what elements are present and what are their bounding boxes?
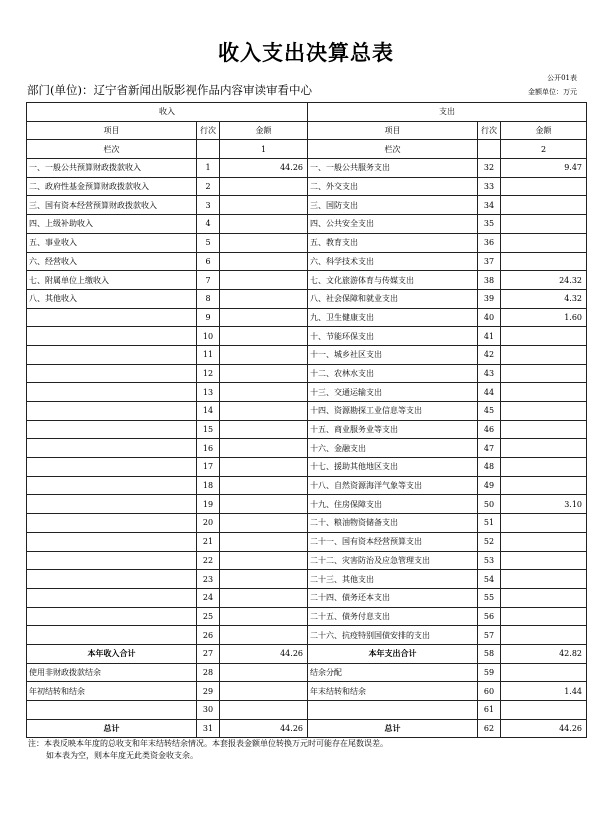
table-row — [27, 308, 587, 327]
income-amount-cell — [220, 289, 308, 308]
expense-amount-cell — [501, 233, 587, 252]
expense-rowno-cell: 51 — [478, 514, 501, 533]
expense-rowno-header: 行次 — [478, 121, 501, 140]
expense-rowno-cell: 40 — [478, 308, 501, 327]
income-item-cell: 年初结转和结余 — [27, 682, 197, 701]
expense-item-cell: 二十一、国有资本经营预算支出 — [308, 532, 478, 551]
income-item-cell — [27, 532, 197, 551]
income-rowno-cell: 2 — [197, 177, 220, 196]
table-row — [27, 364, 587, 383]
table-row — [27, 271, 587, 290]
expense-column-label: 栏次 — [308, 140, 478, 159]
table-row — [27, 682, 587, 701]
income-rowno-cell: 21 — [197, 532, 220, 551]
expense-rowno-cell: 53 — [478, 551, 501, 570]
income-amount-cell — [220, 701, 308, 720]
expense-item-cell: 二十三、其他支出 — [308, 570, 478, 589]
report-title: 收入支出决算总表 — [218, 40, 394, 65]
income-rowno-cell: 12 — [197, 364, 220, 383]
table-row — [27, 663, 587, 682]
income-item-cell — [27, 607, 197, 626]
expense-item-cell: 三、国防支出 — [308, 196, 478, 215]
income-item-cell — [27, 327, 197, 346]
income-amount-cell — [220, 514, 308, 533]
income-item-cell: 八、其他收入 — [27, 289, 197, 308]
income-amount-cell — [220, 196, 308, 215]
table-row — [27, 420, 587, 439]
expense-item-cell: 二十五、债务付息支出 — [308, 607, 478, 626]
income-item-cell: 总计 — [27, 719, 197, 738]
income-column-index: 1 — [220, 140, 308, 159]
expense-item-cell: 十五、商业服务业等支出 — [308, 420, 478, 439]
expense-rowno-cell: 55 — [478, 588, 501, 607]
income-amount-cell — [220, 420, 308, 439]
column-header-row — [27, 121, 587, 140]
table-row — [27, 551, 587, 570]
income-amount-cell — [220, 458, 308, 477]
expense-rowno-cell: 38 — [478, 271, 501, 290]
table-row — [27, 495, 587, 514]
income-rowno-cell: 24 — [197, 588, 220, 607]
income-item-cell — [27, 570, 197, 589]
income-rowno-cell: 28 — [197, 663, 220, 682]
expense-rowno-cell: 45 — [478, 402, 501, 421]
income-amount-cell — [220, 476, 308, 495]
income-item-cell — [27, 626, 197, 645]
expense-amount-cell: 24.32 — [501, 271, 587, 290]
expense-amount-cell — [501, 252, 587, 271]
expense-amount-cell — [501, 327, 587, 346]
table-row — [27, 626, 587, 645]
income-item-cell: 三、国有资本经营预算财政拨款收入 — [27, 196, 197, 215]
income-amount-cell — [220, 439, 308, 458]
income-rowno-cell: 29 — [197, 682, 220, 701]
expense-amount-cell — [501, 458, 587, 477]
expense-item-cell: 二十、粮油物资储备支出 — [308, 514, 478, 533]
table-row — [27, 476, 587, 495]
footnote-line: 注：本表反映本年度的总收支和年末结转结余情况。本套报表金额单位转换万元时可能存在尾数误差。 — [28, 739, 388, 748]
expense-rowno-cell: 57 — [478, 626, 501, 645]
table-row — [27, 233, 587, 252]
expense-rowno-cell: 49 — [478, 476, 501, 495]
expense-amount-cell — [501, 215, 587, 234]
income-item-cell — [27, 439, 197, 458]
table-row — [27, 215, 587, 234]
income-amount-cell — [220, 383, 308, 402]
expense-rowno-cell: 33 — [478, 177, 501, 196]
table-row — [27, 196, 587, 215]
footnote-line: 如本表为空，则本年度无此类资金收支余。 — [46, 751, 198, 760]
expense-item-cell: 本年支出合计 — [308, 644, 478, 663]
table-row — [27, 570, 587, 589]
table-row — [27, 588, 587, 607]
expense-amount-cell: 3.10 — [501, 495, 587, 514]
income-amount-cell — [220, 551, 308, 570]
income-amount-cell — [220, 177, 308, 196]
expense-amount-cell — [501, 383, 587, 402]
income-amount-cell — [220, 682, 308, 701]
income-amount-cell — [220, 252, 308, 271]
income-item-cell: 六、经营收入 — [27, 252, 197, 271]
income-item-cell — [27, 383, 197, 402]
expense-item-cell: 九、卫生健康支出 — [308, 308, 478, 327]
expense-amount-cell — [501, 607, 587, 626]
expense-rowno-cell: 60 — [478, 682, 501, 701]
income-amount-cell — [220, 532, 308, 551]
expense-amount-cell — [501, 476, 587, 495]
income-column-label: 栏次 — [27, 140, 197, 159]
expense-item-cell: 年末结转和结余 — [308, 682, 478, 701]
footnote — [28, 738, 388, 762]
income-item-cell — [27, 701, 197, 720]
income-rowno-cell: 1 — [197, 159, 220, 178]
income-amount-cell — [220, 364, 308, 383]
expense-amount-cell — [501, 177, 587, 196]
income-amount-cell — [220, 327, 308, 346]
expense-item-cell: 二、外交支出 — [308, 177, 478, 196]
income-item-cell — [27, 495, 197, 514]
income-amount-cell — [220, 402, 308, 421]
income-amount-cell: 44.26 — [220, 644, 308, 663]
income-rowno-cell: 5 — [197, 233, 220, 252]
expense-item-cell: 七、文化旅游体育与传媒支出 — [308, 271, 478, 290]
income-rowno-cell: 14 — [197, 402, 220, 421]
table-row — [27, 327, 587, 346]
expense-amount-cell — [501, 345, 587, 364]
expense-amount-cell: 1.60 — [501, 308, 587, 327]
expense-rowno-cell: 54 — [478, 570, 501, 589]
income-item-cell — [27, 308, 197, 327]
expense-rowno-cell: 50 — [478, 495, 501, 514]
expense-rowno-cell: 34 — [478, 196, 501, 215]
income-rowno-cell: 17 — [197, 458, 220, 477]
expense-item-cell: 十二、农林水支出 — [308, 364, 478, 383]
expense-item-cell: 二十四、债务还本支出 — [308, 588, 478, 607]
expense-amount-cell — [501, 663, 587, 682]
expense-item-cell: 六、科学技术支出 — [308, 252, 478, 271]
expense-rowno-cell: 35 — [478, 215, 501, 234]
income-rowno-cell: 25 — [197, 607, 220, 626]
table-row — [27, 383, 587, 402]
expense-amount-cell — [501, 364, 587, 383]
income-rowno-cell: 19 — [197, 495, 220, 514]
expense-amount-cell — [501, 570, 587, 589]
expense-rowno-cell: 59 — [478, 663, 501, 682]
expense-section-header: 支出 — [308, 103, 587, 122]
income-section-header: 收入 — [27, 103, 308, 122]
table-row — [27, 701, 587, 720]
income-item-cell — [27, 476, 197, 495]
table-row — [27, 607, 587, 626]
expense-rowno-cell: 47 — [478, 439, 501, 458]
income-amount-cell — [220, 626, 308, 645]
income-item-header: 项目 — [27, 121, 197, 140]
income-rowno-cell: 20 — [197, 514, 220, 533]
expense-amount-cell — [501, 588, 587, 607]
income-amount-cell — [220, 495, 308, 514]
income-amount-cell — [220, 663, 308, 682]
expense-amount-cell: 44.26 — [501, 719, 587, 738]
expense-rowno-cell: 44 — [478, 383, 501, 402]
income-rowno-cell: 27 — [197, 644, 220, 663]
table-row — [27, 532, 587, 551]
income-amount-cell — [220, 215, 308, 234]
income-rowno-cell: 30 — [197, 701, 220, 720]
income-amount-cell — [220, 271, 308, 290]
empty-cell — [478, 140, 501, 159]
expense-amount-header: 金额 — [501, 121, 587, 140]
form-code: 公开01表 — [547, 74, 577, 82]
table-row — [27, 719, 587, 738]
income-item-cell: 本年收入合计 — [27, 644, 197, 663]
expense-item-cell: 二十二、灾害防治及应急管理支出 — [308, 551, 478, 570]
expense-amount-cell: 1.44 — [501, 682, 587, 701]
income-item-cell: 二、政府性基金预算财政拨款收入 — [27, 177, 197, 196]
income-item-cell: 五、事业收入 — [27, 233, 197, 252]
table-row — [27, 514, 587, 533]
income-amount-cell — [220, 345, 308, 364]
empty-cell — [197, 140, 220, 159]
table-row — [27, 402, 587, 421]
income-item-cell: 一、一般公共预算财政拨款收入 — [27, 159, 197, 178]
expense-item-cell: 结余分配 — [308, 663, 478, 682]
section-header-row — [27, 103, 587, 122]
expense-item-cell: 一、一般公共服务支出 — [308, 159, 478, 178]
expense-item-cell: 二十六、抗疫特别国债安排的支出 — [308, 626, 478, 645]
expense-rowno-cell: 56 — [478, 607, 501, 626]
income-rowno-cell: 18 — [197, 476, 220, 495]
table-row — [27, 177, 587, 196]
expense-rowno-cell: 39 — [478, 289, 501, 308]
expense-rowno-cell: 61 — [478, 701, 501, 720]
expense-amount-cell — [501, 420, 587, 439]
expense-column-index: 2 — [501, 140, 587, 159]
amount-unit: 金额单位：万元 — [528, 88, 577, 96]
expense-item-cell: 十八、自然资源海洋气象等支出 — [308, 476, 478, 495]
income-rowno-header: 行次 — [197, 121, 220, 140]
expense-amount-cell — [501, 551, 587, 570]
table-row — [27, 458, 587, 477]
expense-amount-cell: 42.82 — [501, 644, 587, 663]
income-amount-cell — [220, 607, 308, 626]
expense-rowno-cell: 58 — [478, 644, 501, 663]
table-row — [27, 644, 587, 663]
expense-amount-cell — [501, 514, 587, 533]
income-rowno-cell: 6 — [197, 252, 220, 271]
income-rowno-cell: 9 — [197, 308, 220, 327]
income-amount-cell — [220, 233, 308, 252]
income-rowno-cell: 23 — [197, 570, 220, 589]
expense-item-cell: 十六、金融支出 — [308, 439, 478, 458]
expense-rowno-cell: 62 — [478, 719, 501, 738]
income-rowno-cell: 4 — [197, 215, 220, 234]
expense-item-cell: 十一、城乡社区支出 — [308, 345, 478, 364]
income-item-cell — [27, 458, 197, 477]
income-item-cell — [27, 514, 197, 533]
income-item-cell: 使用非财政拨款结余 — [27, 663, 197, 682]
income-rowno-cell: 10 — [197, 327, 220, 346]
income-expense-table — [26, 102, 587, 738]
income-item-cell — [27, 551, 197, 570]
expense-rowno-cell: 46 — [478, 420, 501, 439]
income-amount-cell — [220, 308, 308, 327]
income-rowno-cell: 22 — [197, 551, 220, 570]
income-rowno-cell: 8 — [197, 289, 220, 308]
income-amount-cell — [220, 570, 308, 589]
expense-rowno-cell: 36 — [478, 233, 501, 252]
table-row — [27, 252, 587, 271]
income-rowno-cell: 26 — [197, 626, 220, 645]
income-item-cell — [27, 364, 197, 383]
expense-rowno-cell: 52 — [478, 532, 501, 551]
income-rowno-cell: 31 — [197, 719, 220, 738]
expense-rowno-cell: 48 — [478, 458, 501, 477]
expense-item-cell: 总计 — [308, 719, 478, 738]
table-row — [27, 289, 587, 308]
expense-item-cell: 五、教育支出 — [308, 233, 478, 252]
expense-item-header: 项目 — [308, 121, 478, 140]
income-rowno-cell: 16 — [197, 439, 220, 458]
income-amount-cell — [220, 588, 308, 607]
expense-rowno-cell: 42 — [478, 345, 501, 364]
expense-item-cell: 十、节能环保支出 — [308, 327, 478, 346]
expense-item-cell: 十七、援助其他地区支出 — [308, 458, 478, 477]
expense-amount-cell: 4.32 — [501, 289, 587, 308]
expense-item-cell: 八、社会保障和就业支出 — [308, 289, 478, 308]
income-rowno-cell: 11 — [197, 345, 220, 364]
expense-item-cell — [308, 701, 478, 720]
income-item-cell: 四、上级补助收入 — [27, 215, 197, 234]
income-amount-header: 金额 — [220, 121, 308, 140]
column-index-row — [27, 140, 587, 159]
expense-rowno-cell: 43 — [478, 364, 501, 383]
expense-amount-cell — [501, 196, 587, 215]
expense-item-cell: 十四、资源勘探工业信息等支出 — [308, 402, 478, 421]
income-item-cell — [27, 588, 197, 607]
income-rowno-cell: 15 — [197, 420, 220, 439]
expense-rowno-cell: 37 — [478, 252, 501, 271]
income-rowno-cell: 13 — [197, 383, 220, 402]
income-item-cell — [27, 345, 197, 364]
expense-amount-cell — [501, 439, 587, 458]
expense-item-cell: 十九、住房保障支出 — [308, 495, 478, 514]
expense-amount-cell — [501, 402, 587, 421]
expense-rowno-cell: 41 — [478, 327, 501, 346]
department-label: 部门(单位)：辽宁省新闻出版影视作品内容审读审看中心 — [27, 83, 312, 97]
table-row — [27, 345, 587, 364]
table-row — [27, 159, 587, 178]
expense-item-cell: 十三、交通运输支出 — [308, 383, 478, 402]
expense-item-cell: 四、公共安全支出 — [308, 215, 478, 234]
expense-amount-cell — [501, 626, 587, 645]
income-rowno-cell: 3 — [197, 196, 220, 215]
expense-amount-cell: 9.47 — [501, 159, 587, 178]
expense-amount-cell — [501, 701, 587, 720]
table-row — [27, 439, 587, 458]
income-item-cell — [27, 420, 197, 439]
income-item-cell: 七、附属单位上缴收入 — [27, 271, 197, 290]
expense-amount-cell — [501, 532, 587, 551]
income-item-cell — [27, 402, 197, 421]
income-amount-cell: 44.26 — [220, 719, 308, 738]
expense-rowno-cell: 32 — [478, 159, 501, 178]
income-amount-cell: 44.26 — [220, 159, 308, 178]
income-rowno-cell: 7 — [197, 271, 220, 290]
